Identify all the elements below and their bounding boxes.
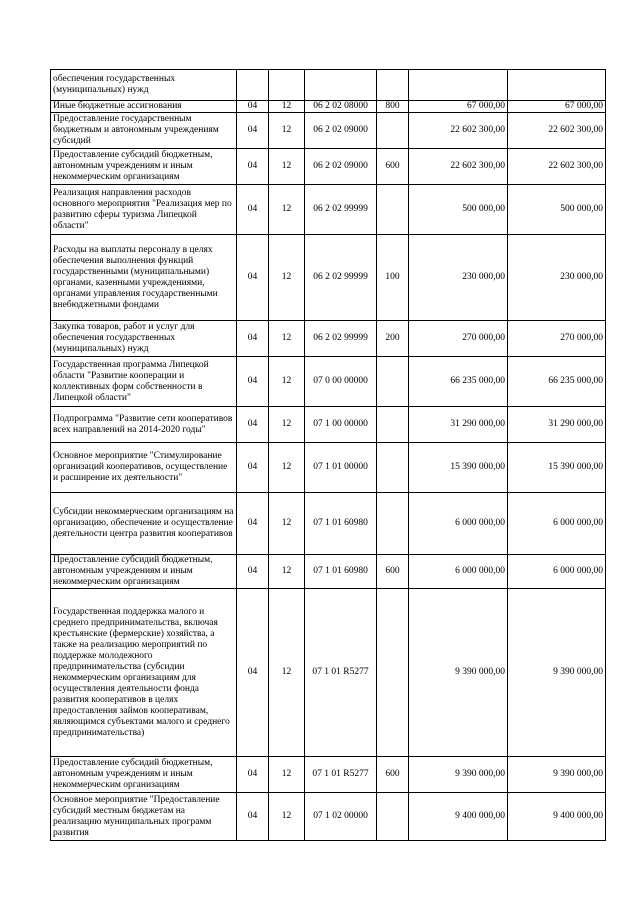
- total-value: [508, 70, 606, 101]
- table-row: [51, 443, 606, 493]
- expense-type-code: 600: [377, 555, 409, 589]
- amount-value: 15 390 000,00: [409, 443, 508, 493]
- target-article-code: [305, 70, 377, 101]
- total-value: 67 000,00: [508, 101, 606, 113]
- table-row: [51, 70, 606, 101]
- table-row: [51, 757, 606, 793]
- target-article-code: 07 1 01 R5277: [305, 757, 377, 793]
- section-code: 04: [237, 407, 269, 443]
- row-name: Основное мероприятие "Предоставление субсидий местным бюджетам на реализацию муниципальных программ развития: [51, 793, 237, 841]
- target-article-code: 07 1 01 00000: [305, 443, 377, 493]
- section-code: 04: [237, 357, 269, 407]
- section-code: 04: [237, 185, 269, 235]
- subsection-code: 12: [269, 793, 305, 841]
- table-row: [51, 589, 606, 757]
- row-name: Субсидии некоммерческим организациям на организацию, обеспечение и осуществление деятельности центра развития кооперативов: [51, 493, 237, 555]
- expense-type-code: 800: [377, 101, 409, 113]
- row-name: Предоставление субсидий бюджетным, автономным учреждениям и иным некоммерческим организациям: [51, 757, 237, 793]
- target-article-code: 06 2 02 09000: [305, 149, 377, 185]
- total-value: 500 000,00: [508, 185, 606, 235]
- row-name: Расходы на выплаты персоналу в целях обеспечения выполнения функций государственными (муниципальными) органами, казенными учреждениями, органами управления государственными внебюджетными фондами: [51, 235, 237, 321]
- section-code: [237, 70, 269, 101]
- table-row: [51, 357, 606, 407]
- total-value: 31 290 000,00: [508, 407, 606, 443]
- total-value: 6 000 000,00: [508, 555, 606, 589]
- subsection-code: 12: [269, 493, 305, 555]
- amount-value: 6 000 000,00: [409, 555, 508, 589]
- amount-value: 9 390 000,00: [409, 757, 508, 793]
- amount-value: 67 000,00: [409, 101, 508, 113]
- total-value: 15 390 000,00: [508, 443, 606, 493]
- expense-type-code: 200: [377, 321, 409, 357]
- row-name: Предоставление государственным бюджетным и автономным учреждениям субсидий: [51, 113, 237, 149]
- subsection-code: 12: [269, 757, 305, 793]
- expense-type-code: [377, 443, 409, 493]
- amount-value: 9 390 000,00: [409, 589, 508, 757]
- amount-value: 66 235 000,00: [409, 357, 508, 407]
- expense-type-code: [377, 185, 409, 235]
- expense-type-code: [377, 793, 409, 841]
- table-row: [51, 235, 606, 321]
- total-value: 66 235 000,00: [508, 357, 606, 407]
- target-article-code: 06 2 02 99999: [305, 185, 377, 235]
- row-name: Предоставление субсидий бюджетным, автономным учреждениям и иным некоммерческим организациям: [51, 555, 237, 589]
- amount-value: 9 400 000,00: [409, 793, 508, 841]
- amount-value: 230 000,00: [409, 235, 508, 321]
- table-row: [51, 493, 606, 555]
- table-body: [51, 70, 606, 841]
- expense-type-code: 600: [377, 149, 409, 185]
- expense-type-code: [377, 407, 409, 443]
- subsection-code: 12: [269, 589, 305, 757]
- expense-type-code: [377, 70, 409, 101]
- target-article-code: 07 1 00 00000: [305, 407, 377, 443]
- subsection-code: 12: [269, 235, 305, 321]
- amount-value: 500 000,00: [409, 185, 508, 235]
- amount-value: 31 290 000,00: [409, 407, 508, 443]
- target-article-code: 07 1 02 00000: [305, 793, 377, 841]
- section-code: 04: [237, 493, 269, 555]
- amount-value: 270 000,00: [409, 321, 508, 357]
- target-article-code: 06 2 02 99999: [305, 235, 377, 321]
- total-value: 9 400 000,00: [508, 793, 606, 841]
- row-name: Реализация направления расходов основного мероприятия "Реализация мер по развитию сферы туризма Липецкой области": [51, 185, 237, 235]
- target-article-code: 07 1 01 R5277: [305, 589, 377, 757]
- subsection-code: 12: [269, 357, 305, 407]
- row-name: Основное мероприятие "Стимулирование организаций кооперативов, осуществление и расширение их деятельности": [51, 443, 237, 493]
- subsection-code: 12: [269, 149, 305, 185]
- target-article-code: 06 2 02 08000: [305, 101, 377, 113]
- total-value: 22 602 300,00: [508, 149, 606, 185]
- table-row: [51, 321, 606, 357]
- section-code: 04: [237, 149, 269, 185]
- target-article-code: 07 1 01 60980: [305, 555, 377, 589]
- table-row: [51, 793, 606, 841]
- row-name: Иные бюджетные ассигнования: [51, 101, 237, 113]
- amount-value: 22 602 300,00: [409, 149, 508, 185]
- expense-type-code: [377, 357, 409, 407]
- budget-table: [50, 69, 606, 841]
- subsection-code: 12: [269, 185, 305, 235]
- section-code: 04: [237, 113, 269, 149]
- table-row: [51, 185, 606, 235]
- table-row: [51, 555, 606, 589]
- expense-type-code: 600: [377, 757, 409, 793]
- target-article-code: 06 2 02 09000: [305, 113, 377, 149]
- amount-value: [409, 70, 508, 101]
- subsection-code: 12: [269, 443, 305, 493]
- amount-value: 22 602 300,00: [409, 113, 508, 149]
- target-article-code: 07 0 00 00000: [305, 357, 377, 407]
- target-article-code: 07 1 01 60980: [305, 493, 377, 555]
- section-code: 04: [237, 321, 269, 357]
- total-value: 9 390 000,00: [508, 589, 606, 757]
- target-article-code: 06 2 02 99999: [305, 321, 377, 357]
- row-name: Закупка товаров, работ и услуг для обеспечения государственных (муниципальных) нужд: [51, 321, 237, 357]
- row-name: Подпрограмма "Развитие сети кооперативов всех направлений на 2014-2020 годы": [51, 407, 237, 443]
- total-value: 6 000 000,00: [508, 493, 606, 555]
- section-code: 04: [237, 757, 269, 793]
- row-name: обеспечения государственных (муниципальных) нужд: [51, 70, 237, 101]
- expense-type-code: [377, 113, 409, 149]
- total-value: 22 602 300,00: [508, 113, 606, 149]
- section-code: 04: [237, 235, 269, 321]
- table-row: [51, 149, 606, 185]
- section-code: 04: [237, 793, 269, 841]
- section-code: 04: [237, 589, 269, 757]
- total-value: 230 000,00: [508, 235, 606, 321]
- subsection-code: 12: [269, 113, 305, 149]
- row-name: Предоставление субсидий бюджетным, автономным учреждениям и иным некоммерческим организациям: [51, 149, 237, 185]
- table-row: [51, 113, 606, 149]
- expense-type-code: [377, 589, 409, 757]
- section-code: 04: [237, 555, 269, 589]
- row-name: Государственная программа Липецкой области "Развитие кооперации и коллективных форм собственности в Липецкой области": [51, 357, 237, 407]
- subsection-code: 12: [269, 555, 305, 589]
- table-row: [51, 101, 606, 113]
- total-value: 270 000,00: [508, 321, 606, 357]
- expense-type-code: 100: [377, 235, 409, 321]
- table-row: [51, 407, 606, 443]
- subsection-code: 12: [269, 407, 305, 443]
- subsection-code: 12: [269, 321, 305, 357]
- amount-value: 6 000 000,00: [409, 493, 508, 555]
- subsection-code: 12: [269, 101, 305, 113]
- row-name: Государственная поддержка малого и среднего предпринимательства, включая крестьянские (фермерские) хозяйства, а также на реализацию мероприятий по поддержке молодежного предпринимательства (субсидии некоммерческим организациям для осуществления деятельности фонда развития кооперативов в целях предоставления займов кооперативам, являющимся субъектами малого и среднего предпринимательства): [51, 589, 237, 757]
- total-value: 9 390 000,00: [508, 757, 606, 793]
- section-code: 04: [237, 443, 269, 493]
- section-code: 04: [237, 101, 269, 113]
- expense-type-code: [377, 493, 409, 555]
- subsection-code: [269, 70, 305, 101]
